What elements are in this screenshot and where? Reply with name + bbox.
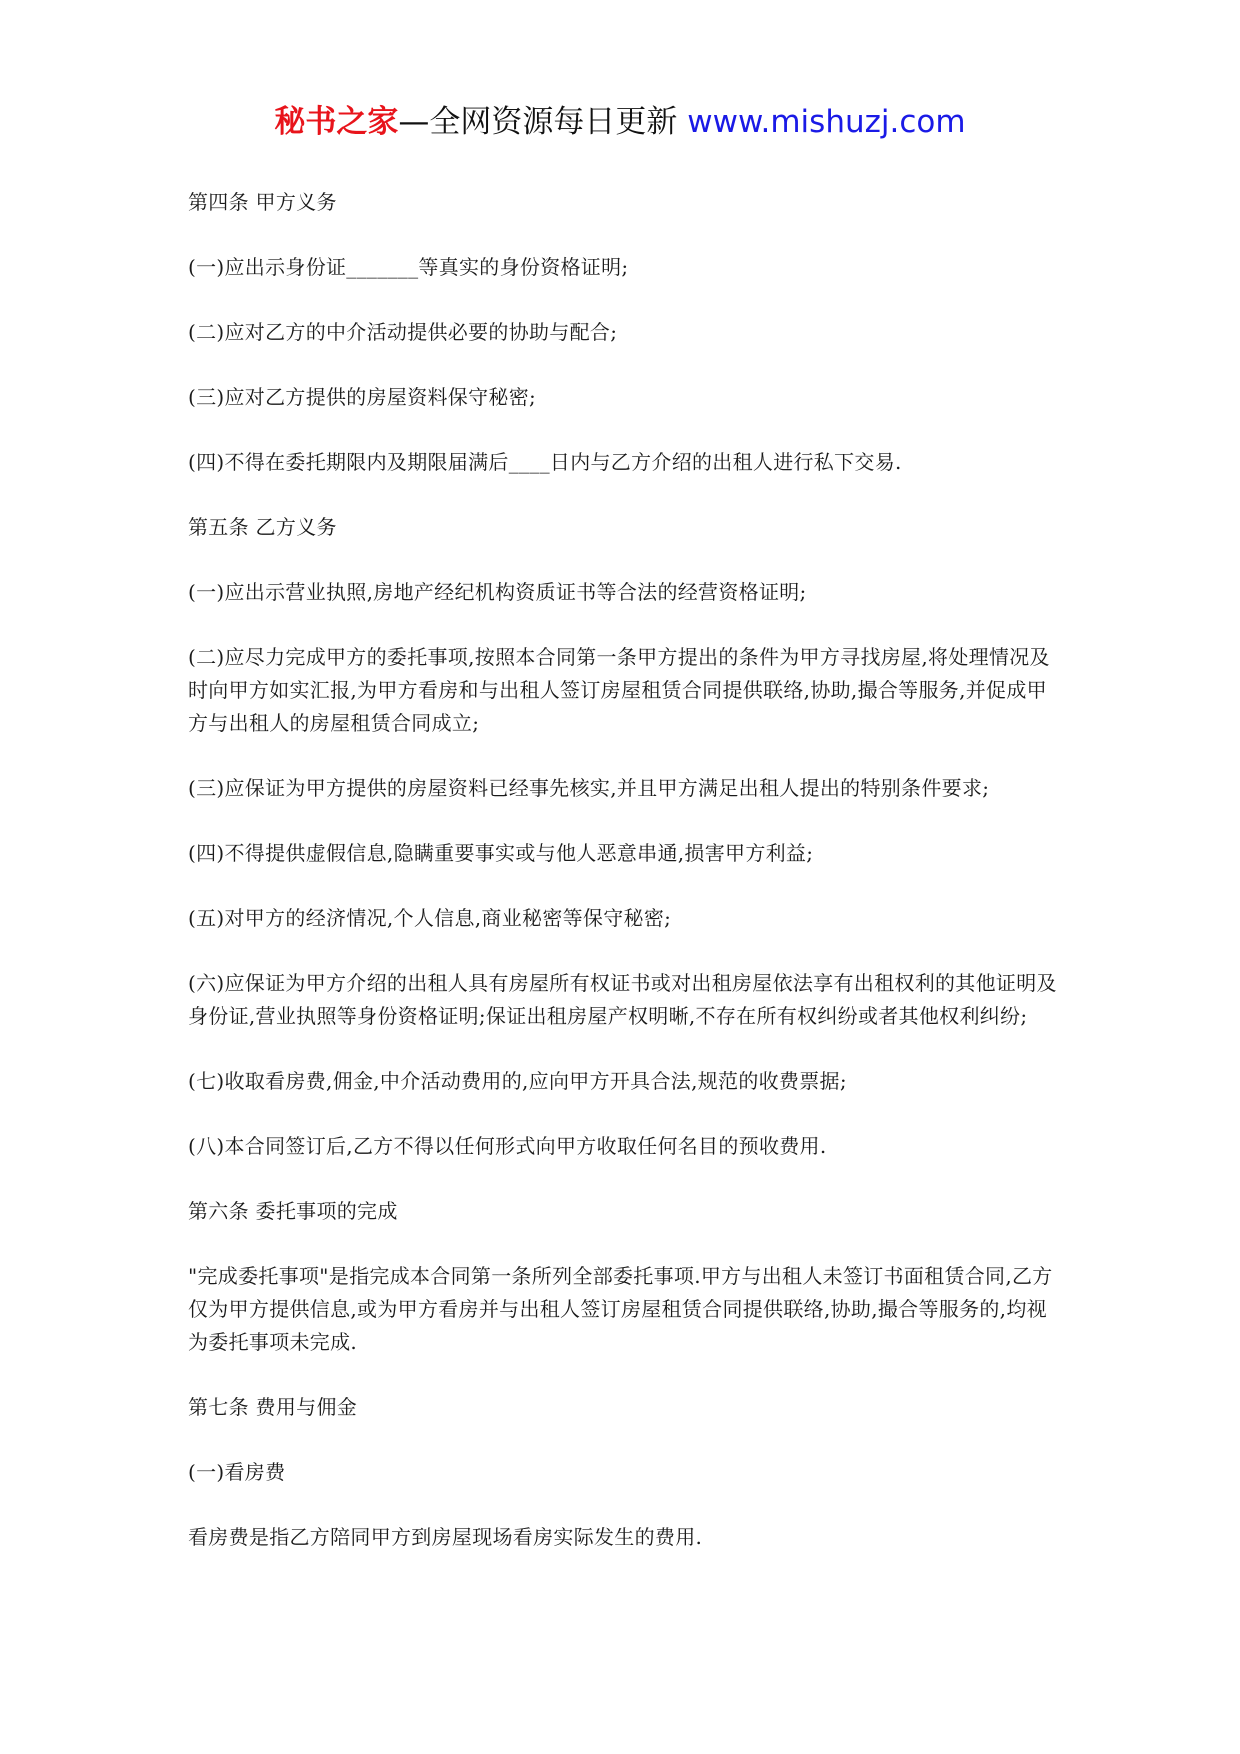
article-7-body-1: 看房费是指乙方陪同甲方到房屋现场看房实际发生的费用. xyxy=(188,1525,703,1549)
article-4-heading: 第四条 甲方义务 xyxy=(188,190,337,214)
article-5-clause-7: (七)收取看房费,佣金,中介活动费用的,应向甲方开具合法,规范的收费票据; xyxy=(188,1069,847,1093)
article-6-body: "完成委托事项"是指完成本合同第一条所列全部委托事项.甲方与出租人未签订书面租赁合同,乙方仅为甲方提供信息,或为甲方看房并与出租人签订房屋租赁合同提供联络,协助,撮合等服务的,均视为委托事项未完成. xyxy=(188,1264,1053,1354)
site-url-link[interactable]: www.mishuzj.com xyxy=(687,104,966,140)
article-4-clause-2: (二)应对乙方的中介活动提供必要的协助与配合; xyxy=(188,320,618,344)
article-4-clause-1: (一)应出示身份证_______等真实的身份资格证明; xyxy=(188,255,629,279)
site-header xyxy=(0,100,1240,144)
article-5-clause-2: (二)应尽力完成甲方的委托事项,按照本合同第一条甲方提出的条件为甲方寻找房屋,将处理情况及时向甲方如实汇报,为甲方看房和与出租人签订房屋租赁合同提供联络,协助,撮合等服务,并促成甲方与出租人的房屋租赁合同成立; xyxy=(188,645,1050,735)
article-5-clause-5: (五)对甲方的经济情况,个人信息,商业秘密等保守秘密; xyxy=(188,906,672,930)
header-slogan: —全网资源每日更新 xyxy=(398,104,678,140)
article-5-clause-3: (三)应保证为甲方提供的房屋资料已经事先核实,并且甲方满足出租人提出的特别条件要求; xyxy=(188,776,990,800)
article-5-clause-1: (一)应出示营业执照,房地产经纪机构资质证书等合法的经营资格证明; xyxy=(188,580,807,604)
document-body xyxy=(188,186,1058,1586)
article-7-heading: 第七条 费用与佣金 xyxy=(188,1395,358,1419)
article-5-clause-8: (八)本合同签订后,乙方不得以任何形式向甲方收取任何名目的预收费用. xyxy=(188,1134,827,1158)
article-5-clause-4: (四)不得提供虚假信息,隐瞒重要事实或与他人恶意串通,损害甲方利益; xyxy=(188,841,814,865)
article-5-clause-6: (六)应保证为甲方介绍的出租人具有房屋所有权证书或对出租房屋依法享有出租权利的其他证明及身份证,营业执照等身份资格证明;保证出租房屋产权明晰,不存在所有权纠纷或者其他权利纠纷; xyxy=(188,971,1057,1028)
article-6-heading: 第六条 委托事项的完成 xyxy=(188,1199,398,1223)
article-4-clause-3: (三)应对乙方提供的房屋资料保守秘密; xyxy=(188,385,537,409)
article-5-heading: 第五条 乙方义务 xyxy=(188,515,337,539)
brand-name: 秘书之家 xyxy=(274,104,399,140)
article-4-clause-4: (四)不得在委托期限内及期限届满后____日内与乙方介绍的出租人进行私下交易. xyxy=(188,450,902,474)
article-7-subheading-1: (一)看房费 xyxy=(188,1460,286,1484)
